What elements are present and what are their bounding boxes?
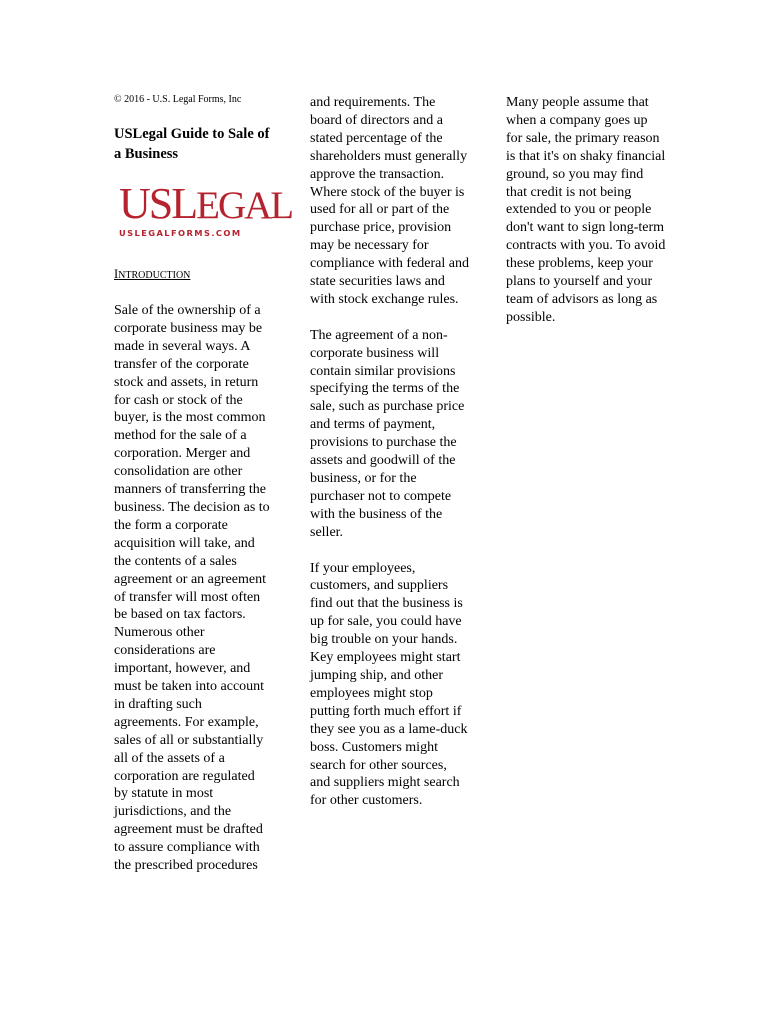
copyright-notice: © 2016 - U.S. Legal Forms, Inc: [114, 94, 242, 105]
paragraph-1-part-2: and requirements. The board of directors and a stated percentage of the shareholders must generally approve the transaction. Where stock of the buyer is used for all or part of the purchase price, provision may be necessary for compliance with federal and state securities laws and with stock exchange rules.: [310, 95, 469, 307]
section-heading-introduction: INTRODUCTION: [114, 267, 191, 281]
paragraph-3-part-2: Many people assume that when a company goes up for sale, the primary reason is that it's on shaky financial ground, so you may find that credit is not being extended to you or people don't want to sign long-term contracts with you. To avoid these problems, keep your plans to yourself and your team of advisors as long as possible.: [506, 95, 666, 325]
column-1: [114, 94, 293, 875]
column-2: [310, 94, 470, 810]
logo-wordmark: USLEGAL: [119, 179, 293, 228]
logo-url: USLEGALFORMS.COM: [119, 228, 242, 238]
paragraph-3-part-1: If your employees, customers, and suppliers find out that the business is up for sale, you could have big trouble on your hands. Key employees might start jumping ship, and other employees might stop putting forth much effort if they see you as a lame-duck boss. Customers might search for other sources, and suppliers might search for other customers.: [310, 560, 468, 809]
column-3: [506, 94, 666, 327]
paragraph-2: The agreement of a non-corporate business will contain similar provisions specifying the terms of the sale, such as purchase price and terms of payment, provisions to purchase the assets and goodwill of the business, or for the purchaser not to compete with the business of the seller.: [310, 327, 465, 540]
uslegal-logo: [119, 179, 293, 238]
paragraph-1-part-1: Sale of the ownership of a corporate business may be made in several ways. A transfer of the corporate stock and assets, in return for cash or stock of the buyer, is the most common method for the sale of a corporation. Merger and consolidation are other manners of transferring the business. The decision as to the form a corporate acquisition will take, and the contents of a sales agreement or an agreement of transfer will most often be based on tax factors. Numerous other considerations are important, however, and must be taken into account in drafting such agreements. For example, sales of all or substantially all of the assets of a corporation are regulated by statute in most jurisdictions, and the agreement must be drafted to assure compliance with the prescribed procedures: [114, 303, 270, 874]
document-title: USLegal Guide to Sale of a Business: [114, 126, 270, 162]
